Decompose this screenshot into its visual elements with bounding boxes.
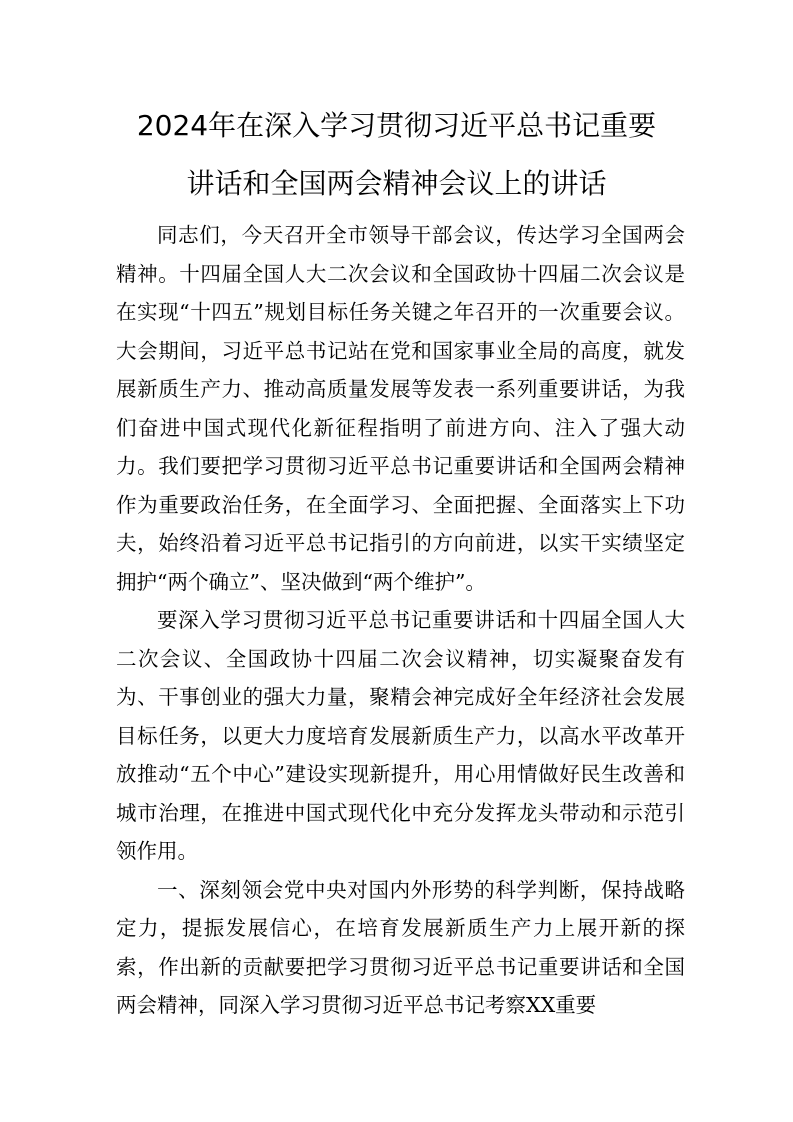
paragraph-2: 要深入学习贯彻习近平总书记重要讲话和十四届全国人大二次会议、全国政协十四届二次会议精神，切实凝聚奋发有为、干事创业的强大力量，聚精会神完成好全年经济社会发展目标任务，以更大力度培育发展新质生产力，以高水平改革开放推动“五个中心”建设实现新提升，用心用情做好民生改善和城市治理，在推进中国式现代化中充分发挥龙头带动和示范引领作用。 — [116, 608, 685, 863]
paragraph-1: 同志们，今天召开全市领导干部会议，传达学习全国两会精神。十四届全国人大二次会议和全国政协十四届二次会议是在实现“十四五”规划目标任务关键之年召开的一次重要会议。大会期间，习近平总书记站在党和国家事业全局的高度，就发展新质生产力、推动高质量发展等发表一系列重要讲话，为我们奋进中国式现代化新征程指明了前进方向、注入了强大动力。我们要把学习贯彻习近平总书记重要讲话和全国两会精神作为重要政治任务，在全面学习、全面把握、全面落实上下功夫，始终沿着习近平总书记指引的方向前进，以实干实绩坚定拥护“两个确立”、坚决做到“两个维护”。 — [116, 223, 685, 594]
paragraph-3: 一、深刻领会党中央对国内外形势的科学判断，保持战略定力，提振发展信心，在培育发展新质生产力上展开新的探索，作出新的贡献要把学习贯彻习近平总书记重要讲话和全国两会精神，同深入学习贯彻习近平总书记考察XX重要 — [116, 877, 685, 1017]
document-title-line-1: 2024年在深入学习贯彻习近平总书记重要 — [136, 109, 657, 142]
document-body — [116, 216, 685, 1025]
document-title-line-2: 讲话和全国两会精神会议上的讲话 — [186, 167, 607, 200]
